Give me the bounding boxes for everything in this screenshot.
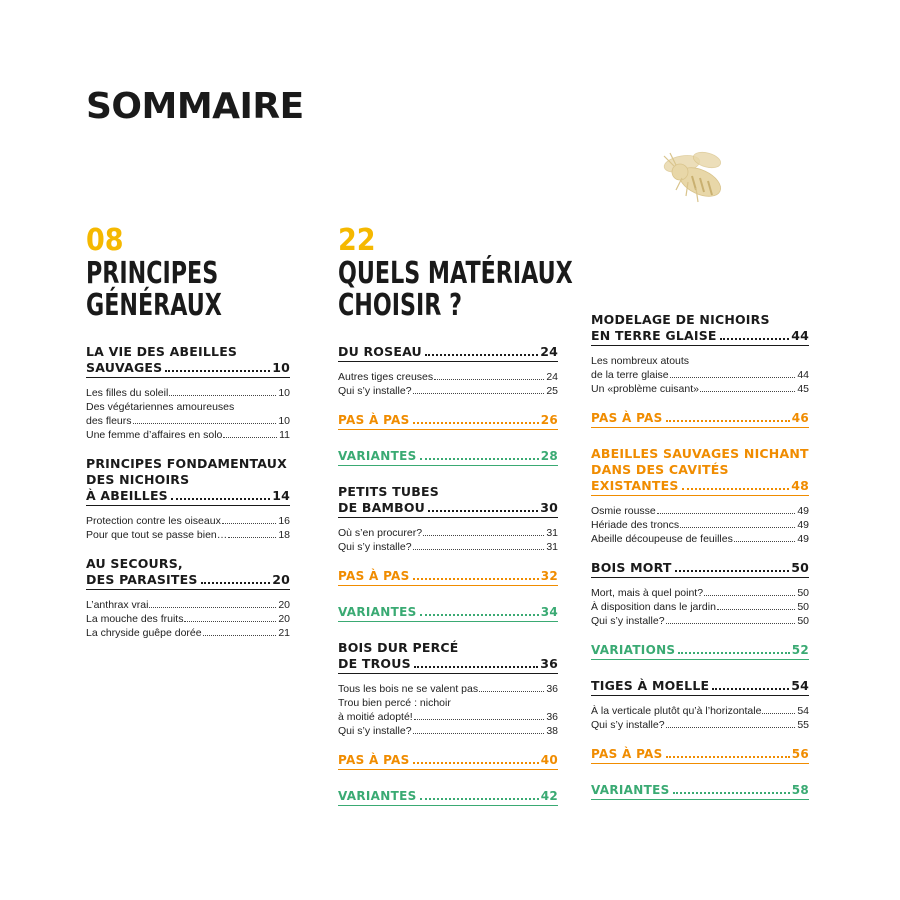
dot-leader bbox=[133, 423, 277, 424]
step-entry-variations[interactable] bbox=[591, 642, 809, 660]
step-label: PAS À PAS bbox=[338, 569, 410, 583]
section-heading-line: LA VIE DES ABEILLES bbox=[86, 344, 238, 359]
toc-item-text: Un «problème cuisant» bbox=[591, 383, 699, 395]
toc-item-line bbox=[338, 724, 558, 738]
section-heading[interactable] bbox=[591, 678, 809, 696]
dot-leader bbox=[414, 666, 538, 668]
step-label: VARIANTES bbox=[338, 789, 417, 803]
toc-item[interactable] bbox=[338, 370, 558, 384]
dot-leader bbox=[149, 607, 276, 608]
toc-section[interactable] bbox=[86, 556, 290, 640]
step-label: PAS À PAS bbox=[338, 413, 410, 427]
toc-item-line bbox=[338, 682, 558, 696]
step-label: PAS À PAS bbox=[338, 753, 410, 767]
toc-item-line bbox=[338, 526, 558, 540]
toc-item[interactable] bbox=[86, 626, 290, 640]
section-page-number: 14 bbox=[272, 488, 290, 503]
toc-column-3 bbox=[591, 312, 809, 818]
section-heading-text: DE TROUS bbox=[338, 656, 411, 671]
dot-leader bbox=[678, 652, 789, 654]
toc-item[interactable] bbox=[591, 382, 809, 396]
step-label: VARIANTES bbox=[591, 783, 670, 797]
section-heading-line: AU SECOURS, bbox=[86, 556, 183, 571]
step-label: PAS À PAS bbox=[591, 747, 663, 761]
step-label: VARIATIONS bbox=[591, 643, 676, 657]
toc-item-text: Mort, mais à quel point? bbox=[591, 587, 704, 599]
step-page-number: 32 bbox=[540, 569, 558, 583]
toc-item[interactable] bbox=[338, 384, 558, 398]
section-heading-line bbox=[591, 478, 809, 496]
section-items bbox=[86, 386, 290, 442]
section-heading[interactable] bbox=[338, 640, 558, 674]
toc-item-line bbox=[591, 518, 809, 532]
dot-leader bbox=[434, 379, 544, 380]
section-heading-line bbox=[86, 360, 290, 378]
chapter-number: 08 bbox=[86, 223, 124, 258]
section-heading-line: PETITS TUBES bbox=[338, 484, 439, 499]
section-heading-line: DANS DES CAVITÉS bbox=[591, 462, 729, 477]
step-entry-variantes[interactable] bbox=[338, 788, 558, 806]
step-entry-variantes[interactable] bbox=[591, 782, 809, 800]
toc-item-line bbox=[86, 612, 290, 626]
section-heading[interactable] bbox=[86, 556, 290, 590]
dot-leader bbox=[413, 549, 545, 550]
toc-section[interactable] bbox=[338, 344, 558, 398]
dot-leader bbox=[201, 582, 271, 584]
toc-item[interactable] bbox=[338, 526, 558, 540]
toc-item[interactable] bbox=[591, 718, 809, 732]
section-heading-line bbox=[338, 656, 558, 674]
section-heading[interactable] bbox=[591, 446, 809, 496]
section-heading-line bbox=[591, 328, 809, 346]
toc-section[interactable] bbox=[338, 640, 558, 738]
toc-item-page-number: 49 bbox=[797, 519, 809, 531]
toc-item[interactable] bbox=[338, 540, 558, 554]
dot-leader bbox=[657, 513, 796, 514]
toc-item-page-number: 45 bbox=[797, 383, 809, 395]
chapter-title-line: GÉNÉRAUX bbox=[86, 288, 222, 323]
toc-item-line bbox=[591, 586, 809, 600]
toc-item[interactable] bbox=[591, 532, 809, 546]
toc-section[interactable] bbox=[591, 312, 809, 396]
section-heading-line bbox=[86, 572, 290, 590]
toc-item-line bbox=[338, 710, 558, 724]
section-heading-line bbox=[591, 560, 809, 578]
toc-item-page-number: 38 bbox=[546, 725, 558, 737]
chapter-title bbox=[338, 256, 573, 323]
dot-leader bbox=[413, 393, 545, 394]
toc-section[interactable] bbox=[591, 560, 809, 628]
toc-item-text: À disposition dans le jardin bbox=[591, 601, 716, 613]
step-entry-variantes[interactable] bbox=[338, 604, 558, 622]
chapter-title bbox=[86, 258, 237, 322]
step-page-number: 28 bbox=[540, 449, 558, 463]
dot-leader bbox=[680, 527, 795, 528]
toc-item-text: Qui s’y installe? bbox=[338, 725, 412, 737]
step-page-number: 26 bbox=[540, 413, 558, 427]
section-heading-line: PRINCIPES FONDAMENTAUX bbox=[86, 456, 287, 471]
step-page-number: 42 bbox=[540, 789, 558, 803]
step-entry-variantes[interactable] bbox=[338, 448, 558, 466]
dot-leader bbox=[171, 498, 270, 500]
chapter-title-line: CHOISIR ? bbox=[338, 288, 462, 323]
toc-item-page-number: 36 bbox=[546, 683, 558, 695]
toc-item-text: à moitié adopté! bbox=[338, 711, 413, 723]
toc-item[interactable] bbox=[86, 514, 290, 528]
dot-leader bbox=[222, 523, 276, 524]
toc-item-line bbox=[86, 428, 290, 442]
bee-icon bbox=[652, 150, 742, 210]
dot-leader bbox=[712, 688, 789, 690]
toc-item[interactable] bbox=[86, 598, 290, 612]
section-items bbox=[591, 354, 809, 396]
dot-leader bbox=[666, 420, 790, 422]
toc-item[interactable] bbox=[591, 586, 809, 600]
section-page-number: 24 bbox=[540, 344, 558, 359]
dot-leader bbox=[414, 719, 545, 720]
step-entry-pas-pas[interactable] bbox=[338, 568, 558, 586]
section-heading-line bbox=[338, 344, 558, 362]
dot-leader bbox=[670, 377, 796, 378]
section-page-number: 54 bbox=[791, 678, 809, 693]
toc-item-page-number: 16 bbox=[278, 515, 290, 527]
toc-item-line: Trou bien percé : nichoir bbox=[338, 697, 451, 709]
page-title: SOMMAIRE bbox=[86, 86, 304, 127]
dot-leader bbox=[420, 614, 539, 616]
toc-item-line bbox=[86, 598, 290, 612]
dot-leader bbox=[420, 798, 539, 800]
section-heading[interactable] bbox=[338, 344, 558, 362]
toc-item-page-number: 18 bbox=[278, 529, 290, 541]
section-heading-line: BOIS DUR PERCÉ bbox=[338, 640, 459, 655]
dot-leader bbox=[413, 578, 539, 580]
step-page-number: 56 bbox=[791, 747, 809, 761]
dot-leader bbox=[425, 354, 538, 356]
toc-item-line bbox=[338, 384, 558, 398]
toc-item-text: Tous les bois ne se valent pas bbox=[338, 683, 479, 695]
toc-item-text: Qui s’y installe? bbox=[591, 719, 665, 731]
section-page-number: 48 bbox=[791, 478, 809, 493]
toc-item-line bbox=[338, 370, 558, 384]
toc-item-page-number: 50 bbox=[797, 615, 809, 627]
toc-item-text: des fleurs bbox=[86, 415, 132, 427]
dot-leader bbox=[479, 691, 544, 692]
section-heading-line: MODELAGE DE NICHOIRS bbox=[591, 312, 770, 327]
toc-item-line bbox=[86, 514, 290, 528]
section-items bbox=[86, 598, 290, 640]
dot-leader bbox=[717, 609, 795, 610]
section-items bbox=[338, 370, 558, 398]
toc-item[interactable] bbox=[591, 518, 809, 532]
dot-leader bbox=[203, 635, 277, 636]
chapter-number: 22 bbox=[338, 223, 376, 258]
section-heading-line bbox=[86, 488, 290, 506]
toc-item-line bbox=[591, 704, 809, 718]
dot-leader bbox=[413, 422, 539, 424]
toc-item[interactable] bbox=[591, 614, 809, 628]
toc-item-line bbox=[591, 368, 809, 382]
section-heading[interactable] bbox=[591, 312, 809, 346]
toc-item[interactable] bbox=[86, 386, 290, 400]
toc-item-text: La chryside guêpe dorée bbox=[86, 627, 202, 639]
step-label: VARIANTES bbox=[338, 605, 417, 619]
toc-item-text: Les filles du soleil bbox=[86, 387, 169, 399]
toc-item-line: Les nombreux atouts bbox=[591, 355, 690, 367]
toc-item-text: L’anthrax vrai bbox=[86, 599, 149, 611]
step-page-number: 58 bbox=[791, 783, 809, 797]
dot-leader bbox=[682, 488, 790, 490]
section-heading-text: BOIS MORT bbox=[591, 560, 672, 575]
dot-leader bbox=[413, 762, 539, 764]
step-label: PAS À PAS bbox=[591, 411, 663, 425]
toc-item-page-number: 20 bbox=[278, 599, 290, 611]
section-page-number: 36 bbox=[540, 656, 558, 671]
toc-item-text: Autres tiges creuses bbox=[338, 371, 434, 383]
step-entry-pas-pas[interactable] bbox=[591, 410, 809, 428]
chapter-header bbox=[338, 223, 573, 344]
dot-leader bbox=[223, 437, 277, 438]
section-items bbox=[591, 586, 809, 628]
step-entry-pas-pas[interactable] bbox=[591, 746, 809, 764]
toc-item-page-number: 11 bbox=[279, 429, 290, 441]
section-heading[interactable] bbox=[338, 484, 558, 518]
dot-leader bbox=[428, 510, 538, 512]
section-items bbox=[338, 526, 558, 554]
toc-item-page-number: 54 bbox=[797, 705, 809, 717]
step-page-number: 40 bbox=[540, 753, 558, 767]
section-heading-text: EXISTANTES bbox=[591, 478, 679, 493]
toc-item-text: Qui s’y installe? bbox=[338, 385, 412, 397]
dot-leader bbox=[734, 541, 795, 542]
step-label: VARIANTES bbox=[338, 449, 417, 463]
dot-leader bbox=[666, 727, 796, 728]
toc-item-page-number: 50 bbox=[797, 601, 809, 613]
chapter-title-line: PRINCIPES bbox=[86, 256, 219, 291]
section-heading-text: À ABEILLES bbox=[86, 488, 168, 503]
toc-item-text: Protection contre les oiseaux bbox=[86, 515, 221, 527]
toc-section[interactable] bbox=[591, 678, 809, 732]
section-heading-text: DE BAMBOU bbox=[338, 500, 426, 515]
toc-column-2 bbox=[338, 223, 573, 824]
section-page-number: 20 bbox=[272, 572, 290, 587]
toc-item-line bbox=[591, 504, 809, 518]
toc-item-line bbox=[86, 414, 290, 428]
toc-item-page-number: 21 bbox=[278, 627, 290, 639]
dot-leader bbox=[666, 623, 796, 624]
step-entry-pas-pas[interactable] bbox=[338, 752, 558, 770]
section-heading[interactable] bbox=[86, 456, 290, 506]
step-entry-pas-pas[interactable] bbox=[338, 412, 558, 430]
dot-leader bbox=[420, 458, 539, 460]
dot-leader bbox=[184, 621, 276, 622]
toc-item-page-number: 25 bbox=[546, 385, 558, 397]
toc-item[interactable] bbox=[591, 504, 809, 518]
section-page-number: 10 bbox=[272, 360, 290, 375]
section-items bbox=[591, 504, 809, 546]
toc-item-page-number: 50 bbox=[797, 587, 809, 599]
section-heading-line bbox=[591, 678, 809, 696]
section-heading-line: ABEILLES SAUVAGES NICHANT bbox=[591, 446, 809, 461]
dot-leader bbox=[165, 370, 270, 372]
section-heading-text: DES PARASITES bbox=[86, 572, 198, 587]
dot-leader bbox=[704, 595, 795, 596]
toc-item-page-number: 44 bbox=[797, 369, 809, 381]
dot-leader bbox=[762, 713, 795, 714]
toc-item[interactable] bbox=[591, 354, 809, 382]
toc-item-text: Abeille découpeuse de feuilles bbox=[591, 533, 733, 545]
step-page-number: 34 bbox=[540, 605, 558, 619]
toc-item-line bbox=[591, 382, 809, 396]
toc-item-text: La mouche des fruits bbox=[86, 613, 184, 625]
section-items bbox=[591, 704, 809, 732]
toc-column-1 bbox=[86, 223, 290, 654]
dot-leader bbox=[413, 733, 545, 734]
section-items bbox=[338, 682, 558, 738]
toc-item-page-number: 31 bbox=[546, 541, 558, 553]
toc-item-page-number: 24 bbox=[546, 371, 558, 383]
toc-item-text: Pour que tout se passe bien… bbox=[86, 529, 228, 541]
dot-leader bbox=[423, 535, 544, 536]
toc-item-page-number: 20 bbox=[278, 613, 290, 625]
toc-item[interactable] bbox=[86, 428, 290, 442]
toc-item[interactable] bbox=[591, 600, 809, 614]
toc-item-line bbox=[338, 540, 558, 554]
dot-leader bbox=[228, 537, 276, 538]
toc-section[interactable] bbox=[591, 446, 809, 546]
toc-section[interactable] bbox=[338, 484, 558, 554]
dot-leader bbox=[675, 570, 790, 572]
dot-leader bbox=[720, 338, 790, 340]
toc-item-text: À la verticale plutôt qu’à l’horizontale bbox=[591, 705, 762, 717]
toc-item-text: Qui s’y installe? bbox=[338, 541, 412, 553]
toc-item-line bbox=[591, 718, 809, 732]
toc-item[interactable] bbox=[338, 682, 558, 696]
chapter-title-line: QUELS MATÉRIAUX bbox=[338, 256, 573, 291]
toc-item-text: Où s’en procurer? bbox=[338, 527, 423, 539]
toc-item[interactable] bbox=[86, 528, 290, 542]
dot-leader bbox=[666, 756, 790, 758]
toc-item[interactable] bbox=[338, 696, 558, 724]
toc-section[interactable] bbox=[86, 344, 290, 442]
toc-item-text: Une femme d’affaires en solo bbox=[86, 429, 223, 441]
toc-item-line bbox=[86, 626, 290, 640]
section-heading-line: DES NICHOIRS bbox=[86, 472, 190, 487]
dot-leader bbox=[700, 391, 795, 392]
toc-item-page-number: 55 bbox=[797, 719, 809, 731]
toc-item[interactable] bbox=[338, 724, 558, 738]
toc-item[interactable] bbox=[86, 400, 290, 428]
toc-section[interactable] bbox=[86, 456, 290, 542]
section-heading[interactable] bbox=[591, 560, 809, 578]
dot-leader bbox=[169, 395, 276, 396]
section-page-number: 44 bbox=[791, 328, 809, 343]
dot-leader bbox=[673, 792, 790, 794]
toc-item[interactable] bbox=[86, 612, 290, 626]
toc-item-text: Qui s’y installe? bbox=[591, 615, 665, 627]
toc-item-page-number: 10 bbox=[278, 415, 290, 427]
step-page-number: 46 bbox=[791, 411, 809, 425]
toc-item-page-number: 10 bbox=[278, 387, 290, 399]
toc-item-line bbox=[86, 528, 290, 542]
toc-item-line bbox=[591, 600, 809, 614]
section-page-number: 30 bbox=[540, 500, 558, 515]
toc-item-page-number: 36 bbox=[546, 711, 558, 723]
toc-item-page-number: 49 bbox=[797, 505, 809, 517]
section-items bbox=[86, 514, 290, 542]
chapter-header bbox=[86, 223, 290, 344]
toc-item-page-number: 49 bbox=[797, 533, 809, 545]
section-heading-text: SAUVAGES bbox=[86, 360, 163, 375]
toc-item-line: Des végétariennes amoureuses bbox=[86, 401, 235, 413]
section-heading-text: DU ROSEAU bbox=[338, 344, 422, 359]
toc-item-line bbox=[86, 386, 290, 400]
toc-item-line bbox=[591, 532, 809, 546]
section-heading-text: TIGES À MOELLE bbox=[591, 678, 710, 693]
toc-item-text: Osmie rousse bbox=[591, 505, 656, 517]
section-heading-text: EN TERRE GLAISE bbox=[591, 328, 717, 343]
section-heading[interactable] bbox=[86, 344, 290, 378]
toc-item-text: Hériade des troncs bbox=[591, 519, 680, 531]
toc-item[interactable] bbox=[591, 704, 809, 718]
toc-item-page-number: 31 bbox=[546, 527, 558, 539]
section-heading-line bbox=[338, 500, 558, 518]
toc-item-text: de la terre glaise bbox=[591, 369, 669, 381]
toc-item-line bbox=[591, 614, 809, 628]
section-page-number: 50 bbox=[791, 560, 809, 575]
step-page-number: 52 bbox=[791, 643, 809, 657]
